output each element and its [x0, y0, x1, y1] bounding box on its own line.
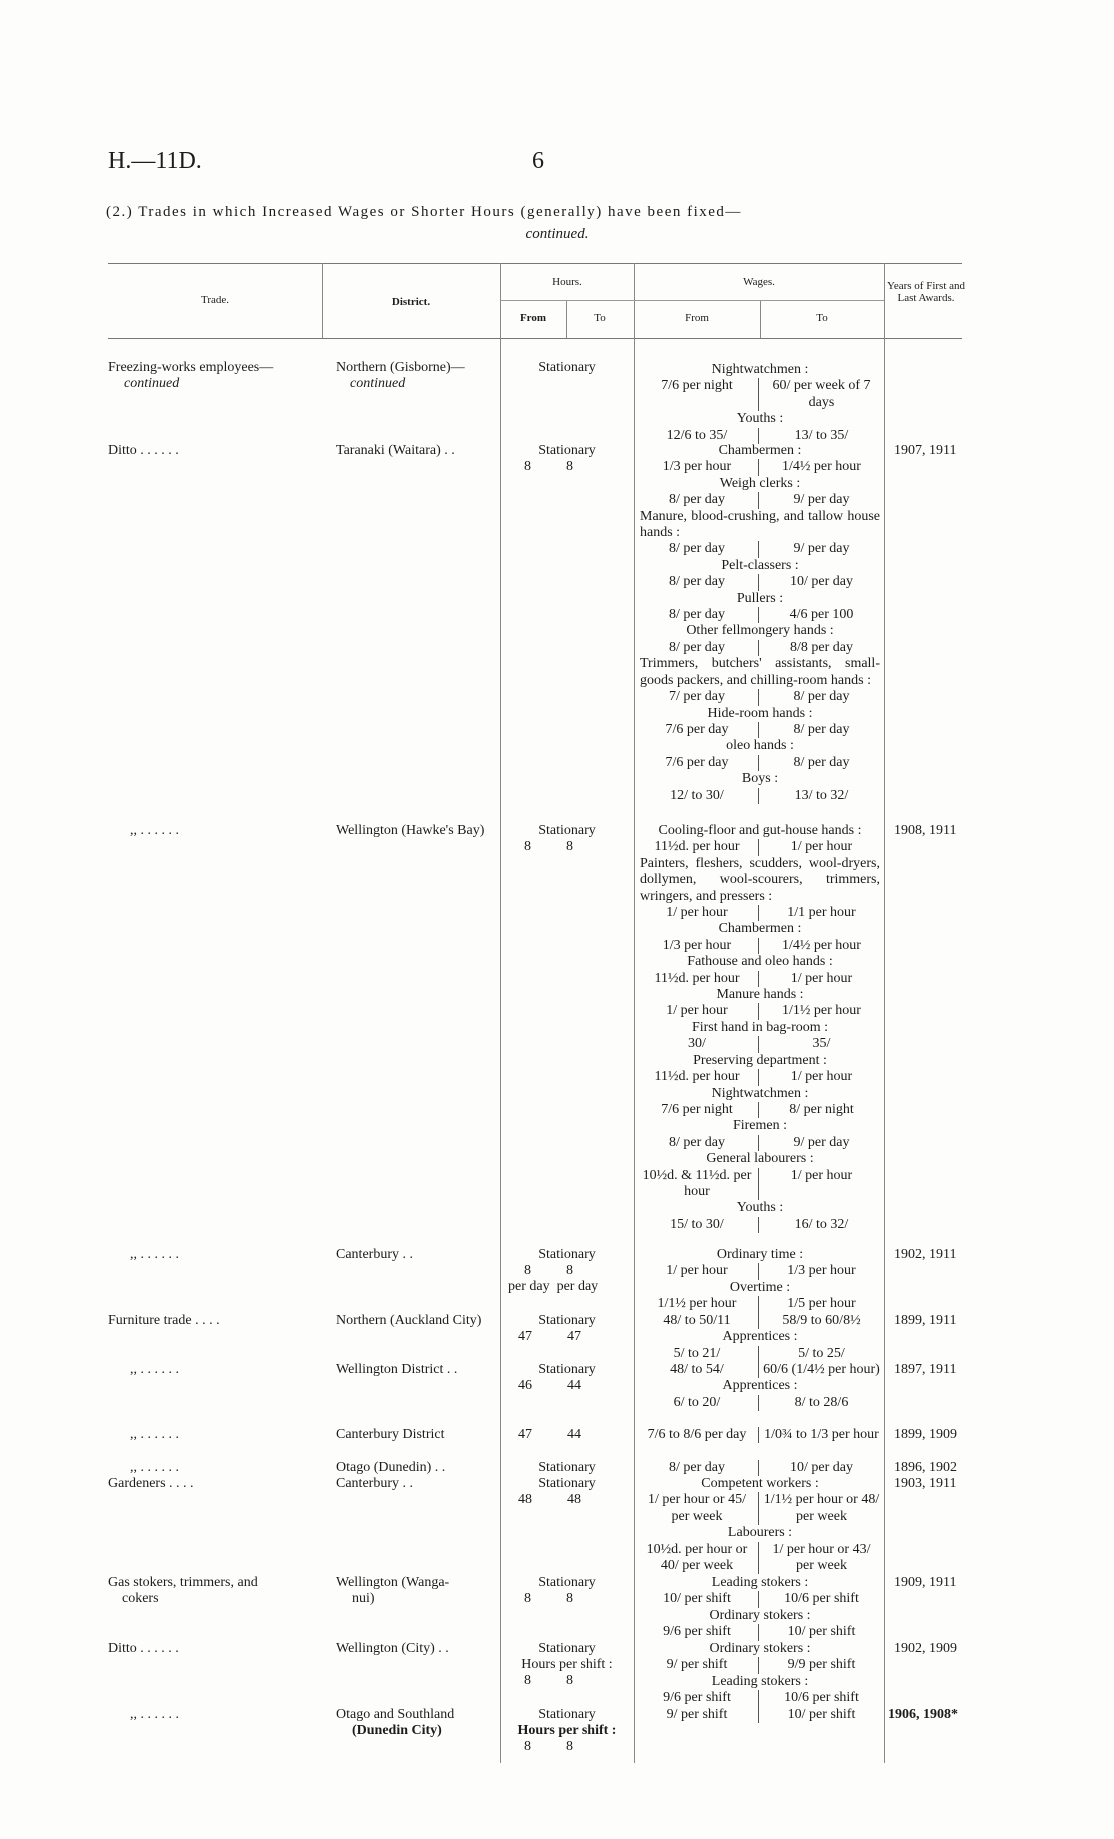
wage-to: 1/3 per hour [787, 1263, 856, 1279]
wage-category: Apprentices : [722, 1378, 798, 1394]
row-10-years: 1902, 1909 [894, 1641, 957, 1656]
wage-from: 8/ per day [669, 574, 725, 590]
row-8-trade: Gardeners . . . . [108, 1476, 194, 1491]
wage-to: 60/6 (1/4½ per hour) [763, 1362, 880, 1377]
wage-category: Apprentices : [722, 1329, 798, 1345]
wage-to: 1/0¾ to 1/3 per hour [764, 1427, 879, 1442]
row-0-hours: Stationary [538, 360, 596, 375]
row-10-wages [640, 1641, 880, 1707]
row-5-years: 1897, 1911 [894, 1362, 957, 1377]
wage-from: 1/ per hour or 45/ per week [648, 1492, 746, 1524]
row-1-trade: Ditto . . . . . . [108, 443, 179, 458]
row-11-district-cont: (Dunedin City) [352, 1723, 442, 1738]
row-11-district: Otago and Southland [336, 1707, 455, 1722]
wage-to: 9/9 per shift [787, 1657, 856, 1673]
row-8-district: Canterbury . . [336, 1476, 413, 1491]
wage-from: 5/ to 21/ [673, 1345, 721, 1361]
wage-to: 10/ per shift [787, 1624, 856, 1640]
row-2-district: Wellington (Hawke's Bay) [336, 823, 485, 838]
row-3-hours: Stationary [538, 1247, 596, 1262]
wage-from: 1/1½ per hour [657, 1296, 737, 1312]
row-7-district: Otago (Dunedin) . . [336, 1460, 446, 1475]
wage-from: 8/ per day [669, 541, 725, 557]
row-9-wages [640, 1575, 880, 1641]
row-5-district: Wellington District . . [336, 1362, 458, 1377]
row-11-hours-values: 8 8 [524, 1739, 573, 1754]
wage-from: 9/ per shift [666, 1657, 728, 1673]
row-3-trade: ,, . . . . . . [130, 1247, 179, 1262]
wage-to: 1/4½ per hour [782, 937, 861, 953]
wage-to: 9/ per day [793, 541, 850, 557]
page-number: 6 [532, 148, 544, 174]
wage-to: 60/ per week of 7 days [772, 378, 871, 410]
row-8-hours: Stationary [538, 1476, 596, 1491]
wage-from: 1/ per hour [666, 1263, 728, 1279]
wage-from: 9/6 per shift [663, 1690, 731, 1706]
wage-category: Preserving department : [693, 1052, 827, 1068]
wage-category: Youths : [736, 1200, 784, 1216]
row-0-district: Northern (Gisborne)— [336, 360, 465, 375]
wage-to: 16/ to 32/ [794, 1216, 849, 1232]
wage-from: 1/3 per hour [662, 937, 732, 953]
wage-to: 1/ per hour or 43/ per week [772, 1541, 871, 1574]
row-0-district-cont: continued [350, 376, 406, 391]
wage-from: 8/ per day [669, 639, 725, 655]
wage-from: 7/6 per night [661, 1101, 733, 1117]
wage-to: 8/8 per day [790, 639, 853, 655]
wage-category: Painters, fleshers, scudders, wool-dryers, dollymen, wool-scourers, trimmers, wringers, and pressers : [640, 855, 880, 904]
wage-from: 7/6 per night [661, 378, 733, 394]
wage-category: Pullers : [736, 590, 784, 606]
wage-from: 8/ per day [669, 607, 725, 623]
wage-category: Manure hands : [716, 987, 804, 1003]
wage-from: 1/ per hour [666, 905, 728, 921]
wage-to: 1/1 per hour [787, 905, 856, 921]
wage-to: 4/6 per 100 [789, 607, 854, 623]
wage-from: 48/ to 54/ [670, 1362, 724, 1377]
row-2-wages [640, 823, 880, 1233]
wage-from: 6/ to 20/ [673, 1394, 721, 1410]
wage-to: 58/9 to 60/8½ [782, 1313, 861, 1328]
col-divider-district [500, 263, 501, 1763]
document-code: H.—11D. [108, 148, 202, 174]
row-6-trade: ,, . . . . . . [130, 1427, 179, 1442]
row-2-trade: ,, . . . . . . [130, 823, 179, 838]
col-header-hours-to: To [594, 312, 606, 324]
row-11-hours: Stationary [538, 1707, 596, 1722]
row-4-years: 1899, 1911 [894, 1313, 957, 1328]
row-1-district: Taranaki (Waitara) . . [336, 443, 455, 458]
row-10-hours-values: 8 8 [524, 1673, 573, 1688]
wage-from: 15/ to 30/ [670, 1216, 724, 1232]
wage-category: Competent workers : [701, 1476, 819, 1491]
row-4-trade: Furniture trade . . . . [108, 1313, 220, 1328]
wage-to: 1/4½ per hour [782, 459, 861, 475]
row-8-hours-values: 48 48 [518, 1492, 581, 1507]
row-3-years: 1902, 1911 [894, 1247, 957, 1262]
wage-category: General labourers : [706, 1151, 814, 1167]
wage-from: 7/6 per day [665, 754, 729, 770]
col-header-years: Years of First and Last Awards. [886, 280, 966, 304]
wage-to: 8/ per day [793, 689, 850, 705]
wage-from: 12/6 to 35/ [666, 427, 728, 443]
wage-category: Weigh clerks : [719, 475, 801, 491]
wage-to: 35/ [812, 1036, 831, 1052]
wage-to: 8/ per day [793, 754, 850, 770]
wage-category: First hand in bag-room : [691, 1019, 829, 1035]
row-3-hours-values: 8 8 [524, 1263, 573, 1278]
row-3-hours-unit: per day per day [508, 1279, 599, 1294]
row-0-trade: Freezing-works employees— [108, 360, 274, 375]
row-6-hours-values: 47 44 [518, 1427, 581, 1442]
wage-to: 10/ per day [790, 574, 853, 590]
wage-from: 1/3 per hour [662, 459, 732, 475]
wage-category: Chambermen : [718, 921, 802, 937]
wage-category: Nightwatchmen : [711, 1085, 809, 1101]
wage-to: 8/ to 28/6 [794, 1394, 849, 1410]
wage-to: 8/ per day [793, 721, 850, 737]
row-3-district: Canterbury . . [336, 1247, 413, 1262]
wage-to: 1/ per hour [790, 1167, 853, 1183]
row-7-wages [640, 1460, 880, 1476]
wage-to: 9/ per day [793, 1134, 850, 1150]
row-0-trade-cont: continued [124, 376, 180, 391]
row-6-years: 1899, 1909 [894, 1427, 957, 1442]
row-1-wages [640, 443, 880, 804]
wage-to: 9/ per day [793, 492, 850, 508]
wage-from: 8/ per day [669, 1134, 725, 1150]
wage-category: Ordinary stokers : [709, 1607, 811, 1623]
row-10-district: Wellington (City) . . [336, 1641, 449, 1656]
row-7-years: 1896, 1902 [894, 1460, 957, 1475]
wage-category: Cooling-floor and gut-house hands : [658, 823, 862, 838]
row-4-wages [640, 1313, 880, 1362]
row-2-years: 1908, 1911 [894, 823, 957, 838]
wage-from: 30/ [688, 1036, 706, 1052]
wage-to: 5/ to 25/ [798, 1345, 845, 1361]
wage-from: 1/ per hour [666, 1003, 728, 1019]
row-10-trade: Ditto . . . . . . [108, 1641, 179, 1656]
row-6-district: Canterbury District [336, 1427, 445, 1442]
row-1-hours-values: 8 8 [524, 459, 573, 474]
wage-from: 7/6 per day [665, 721, 729, 737]
wage-to: 1/ per hour [790, 970, 853, 986]
row-3-wages [640, 1247, 880, 1313]
wage-category: Youths : [736, 411, 784, 427]
row-7-trade: ,, . . . . . . [130, 1460, 179, 1475]
row-9-trade: Gas stokers, trimmers, and [108, 1575, 258, 1590]
wages-sub-rule [634, 300, 884, 301]
wage-to: 13/ to 35/ [794, 427, 849, 443]
row-4-hours: Stationary [538, 1313, 596, 1328]
wage-category: Leading stokers : [711, 1575, 809, 1590]
row-4-hours-values: 47 47 [518, 1329, 581, 1344]
wage-from: 8/ per day [669, 1460, 725, 1475]
row-5-trade: ,, . . . . . . [130, 1362, 179, 1377]
table-top-rule [108, 263, 962, 264]
col-header-district: District. [391, 296, 431, 308]
wage-category: Trimmers, butchers' assistants, small-goods packers, and chilling-room hands : [640, 656, 880, 688]
wage-category: Ordinary stokers : [709, 1641, 811, 1656]
wage-to: 10/6 per shift [784, 1591, 859, 1607]
wage-category: Chambermen : [718, 443, 802, 458]
row-1-years: 1907, 1911 [894, 443, 957, 458]
row-9-trade-cont: cokers [122, 1591, 159, 1606]
wage-category: Fathouse and oleo hands : [687, 954, 833, 970]
row-9-hours: Stationary [538, 1575, 596, 1590]
row-6-wages [640, 1427, 880, 1443]
row-2-hours: Stationary [538, 823, 596, 838]
wage-to: 1/ per hour [790, 1069, 853, 1085]
row-11-trade: ,, . . . . . . [130, 1707, 179, 1722]
wage-to: 1/1½ per hour or 48/ per week [763, 1492, 880, 1524]
col-divider-hours [634, 263, 635, 1763]
hours-sub-rule [500, 300, 634, 301]
row-1-hours: Stationary [538, 443, 596, 458]
wage-to: 10/ per shift [787, 1707, 856, 1722]
col-divider-wages [884, 263, 885, 1763]
row-9-years: 1909, 1911 [894, 1575, 957, 1590]
wage-to: 10/ per day [790, 1460, 853, 1475]
col-header-trade: Trade. [200, 294, 229, 306]
row-8-years: 1903, 1911 [894, 1476, 957, 1491]
wage-category: Overtime : [729, 1279, 791, 1295]
wage-to: 8/ per night [789, 1101, 854, 1117]
wage-category: Hide-room hands : [707, 705, 813, 721]
col-header-hours-from: From [519, 312, 547, 324]
wage-to: 1/5 per hour [787, 1296, 856, 1312]
wage-from: 10½d. per hour or 40/ per week [646, 1541, 748, 1574]
wage-to: 10/6 per shift [784, 1690, 859, 1706]
row-9-district: Wellington (Wanga- [336, 1575, 450, 1590]
wage-to: 13/ to 32/ [794, 787, 849, 803]
wage-category: Boys : [741, 771, 779, 787]
row-11-years: 1906, 1908* [888, 1707, 958, 1722]
col-header-wages-to: To [816, 312, 828, 324]
row-5-hours-values: 46 44 [518, 1378, 581, 1393]
wage-to: 1/1½ per hour [782, 1003, 861, 1019]
wage-from: 7/ per day [669, 689, 725, 705]
wage-from: 11½d. per hour [654, 970, 740, 986]
wage-category: Leading stokers : [711, 1673, 809, 1689]
col-header-hours: Hours. [552, 276, 582, 288]
wage-from: 48/ to 50/11 [663, 1313, 731, 1328]
row-8-wages [640, 1476, 880, 1574]
wage-category: Firemen : [732, 1118, 788, 1134]
row-5-hours: Stationary [538, 1362, 596, 1377]
row-7-hours: Stationary [538, 1460, 596, 1475]
row-11-wages [640, 1707, 880, 1723]
wage-from: 9/ per shift [666, 1707, 728, 1722]
table-caption: (2.) Trades in which Increased Wages or Shorter Hours (generally) have been fixed— [106, 204, 742, 220]
row-4-district: Northern (Auckland City) [336, 1313, 482, 1328]
wage-category: Other fellmongery hands : [686, 623, 834, 639]
wage-category: Labourers : [727, 1525, 793, 1541]
wage-from: 8/ per day [669, 492, 725, 508]
wage-from: 12/ to 30/ [670, 787, 724, 803]
wage-from: 10/ per shift [663, 1591, 731, 1607]
wage-from: 11½d. per hour [654, 839, 740, 855]
wage-category: Pelt-classers : [721, 557, 799, 573]
table-caption-continued: continued. [525, 226, 589, 242]
wage-category: Ordinary time : [716, 1247, 804, 1262]
table-header-rule [108, 338, 962, 339]
row-9-district-cont: nui) [352, 1591, 375, 1606]
wage-category: Nightwatchmen : [711, 362, 809, 377]
row-11-hours-label: Hours per shift : [517, 1723, 617, 1738]
wage-category: oleo hands : [726, 738, 794, 754]
row-0-wages [640, 362, 880, 444]
row-5-wages [640, 1362, 880, 1411]
wage-from: 11½d. per hour [654, 1069, 740, 1085]
col-header-wages: Wages. [743, 276, 775, 288]
row-10-hours-label: Hours per shift : [521, 1657, 613, 1672]
wage-from: 7/6 to 8/6 per day [647, 1427, 747, 1442]
row-10-hours: Stationary [538, 1641, 596, 1656]
wage-category: Manure, blood-crushing, and tallow house hands : [640, 508, 880, 541]
wage-to: 1/ per hour [790, 839, 853, 855]
row-2-hours-values: 8 8 [524, 839, 573, 854]
wage-from: 9/6 per shift [663, 1624, 731, 1640]
row-9-hours-values: 8 8 [524, 1591, 573, 1606]
col-header-wages-from: From [685, 312, 709, 324]
wage-from: 10½d. & 11½d. per hour [642, 1167, 752, 1199]
